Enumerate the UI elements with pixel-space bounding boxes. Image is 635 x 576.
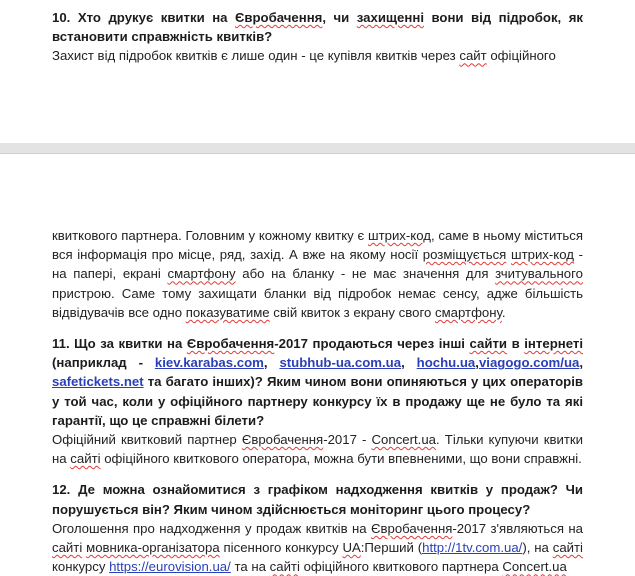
- text-run: .: [501, 304, 506, 320]
- document-page-1: [0, 0, 635, 143]
- question-heading: [52, 480, 583, 518]
- spellcheck-flagged-word: Concert.ua: [371, 432, 437, 448]
- text-run: свій квиток з екрану свого: [269, 304, 435, 320]
- spellcheck-flagged-word: мовника-організатора: [86, 540, 220, 556]
- spellcheck-flagged-word: UA: [342, 540, 361, 556]
- spellcheck-flagged-word: захищенні: [356, 10, 424, 25]
- spellcheck-flagged-word: смартфону: [167, 266, 236, 282]
- text-run: ,: [401, 355, 417, 371]
- text-run: офіційного: [486, 48, 556, 64]
- text-run: , чи: [322, 10, 357, 25]
- spellcheck-flagged-word: Євробачення: [234, 10, 323, 25]
- text-run: офіційного квиткового партнера: [299, 559, 503, 575]
- question-heading: [52, 334, 583, 430]
- spellcheck-flagged-word: штрих-код: [367, 228, 431, 243]
- spellcheck-flagged-word: сайті: [269, 559, 300, 575]
- text-run: Оголошення про надходження у продаж квитків на: [52, 520, 372, 536]
- text-run: та багато інших)? Яким чином вони опиняються у цих операторів у той час, коли у офіційного партнеру конкурсу їх в продажу ще не було та які гарантії, що це справжні білети?: [52, 374, 583, 428]
- spellcheck-flagged-word: показуватиме: [185, 304, 270, 320]
- text-run: ,: [263, 355, 280, 371]
- spellcheck-flagged-word: інтернеті: [524, 336, 583, 352]
- text-run: вони від підробок, як встановити справжність квитків?: [52, 10, 583, 45]
- text-run: . Тільки купуючи квитки на: [52, 432, 584, 467]
- answer-paragraph: [52, 226, 583, 322]
- text-run: :Перший (: [360, 540, 423, 556]
- text-run: 10. Хто друкує квитки на: [52, 10, 235, 25]
- answer-paragraph: [52, 46, 583, 65]
- text-run: 11. Що за квитки на: [52, 336, 187, 352]
- text-run: або на бланку - не має значення для: [235, 266, 496, 282]
- text-run: 12. Де можна ознайомитися з графіком надходження квитків у продаж? Чи порушується він? Яким чином здійснюється моніторинг цього процесу?: [52, 482, 583, 517]
- text-run: (наприклад -: [52, 355, 155, 371]
- text-run: пристрою. Саме тому захищати бланки від підробок немає сенсу, адже більшість відвідувачів все одно: [52, 285, 583, 320]
- text-run: Офіційний квитковий партнер: [52, 432, 242, 448]
- spellcheck-flagged-word: смартфону: [434, 304, 502, 320]
- spellcheck-flagged-word: сайті: [52, 540, 83, 556]
- text-run: в: [507, 336, 525, 352]
- answer-paragraph: [52, 430, 583, 468]
- page-2-text: [52, 226, 583, 576]
- text-run: пісенного конкурсу: [219, 540, 343, 556]
- spellcheck-flagged-word: сайти: [469, 336, 508, 352]
- spellcheck-flagged-word: сайті: [70, 451, 101, 467]
- text-run: -2017 продаються через інші: [274, 336, 470, 352]
- page-1-text: [52, 8, 583, 66]
- spellcheck-flagged-word: штрих-код: [510, 247, 574, 263]
- question-heading: [52, 8, 583, 46]
- answer-paragraph: [52, 519, 583, 576]
- hyperlink[interactable]: http://1tv.com.ua/: [422, 540, 523, 556]
- spellcheck-flagged-word: сайті: [552, 540, 583, 556]
- hyperlink[interactable]: https://eurovision.ua/: [109, 559, 231, 575]
- text-run: ,: [475, 355, 479, 371]
- spellcheck-flagged-word: сайт: [459, 48, 487, 64]
- hyperlink[interactable]: hochu.ua: [416, 355, 476, 371]
- document-page-2: [0, 154, 635, 575]
- text-run: -2017 -: [323, 432, 372, 448]
- text-run: офіційного квиткового оператора, можна бути впевненими, що вони справжні.: [100, 451, 582, 467]
- text-run: -2017 з'являються на: [452, 520, 583, 536]
- text-run: , саме в ньому міститься вся інформація про місце, ряд, захід. А вже на якому носії: [52, 228, 583, 263]
- text-run: Захист від підробок квитків є лише один - це купівля квитків через: [52, 48, 460, 64]
- spellcheck-flagged-word: Євробачення: [241, 432, 324, 448]
- spellcheck-flagged-word: Concert.ua: [502, 559, 567, 575]
- hyperlink[interactable]: safetickets.net: [52, 374, 144, 390]
- spellcheck-flagged-word: Євробачення: [186, 336, 275, 352]
- text-run: та на: [230, 559, 270, 575]
- paragraph-spacer: [52, 468, 583, 480]
- hyperlink[interactable]: kiev.karabas.com: [154, 355, 264, 371]
- page-break-gap: [0, 143, 635, 154]
- spellcheck-flagged-word: Євробачення: [371, 520, 453, 536]
- text-run: конкурсу: [52, 559, 110, 575]
- spellcheck-flagged-word: зчитувального: [495, 266, 583, 282]
- text-run: - на папері, екрані: [52, 247, 584, 282]
- hyperlink[interactable]: stubhub-ua.com.ua: [279, 355, 402, 371]
- hyperlink[interactable]: viagogo.com/ua: [478, 355, 580, 371]
- text-run: ), на: [522, 540, 553, 556]
- text-run: ,: [579, 355, 584, 371]
- text-run: квиткового партнера. Головним у кожному квитку є: [52, 228, 368, 243]
- paragraph-spacer: [52, 322, 583, 334]
- spellcheck-flagged-word: розміщується: [422, 247, 507, 263]
